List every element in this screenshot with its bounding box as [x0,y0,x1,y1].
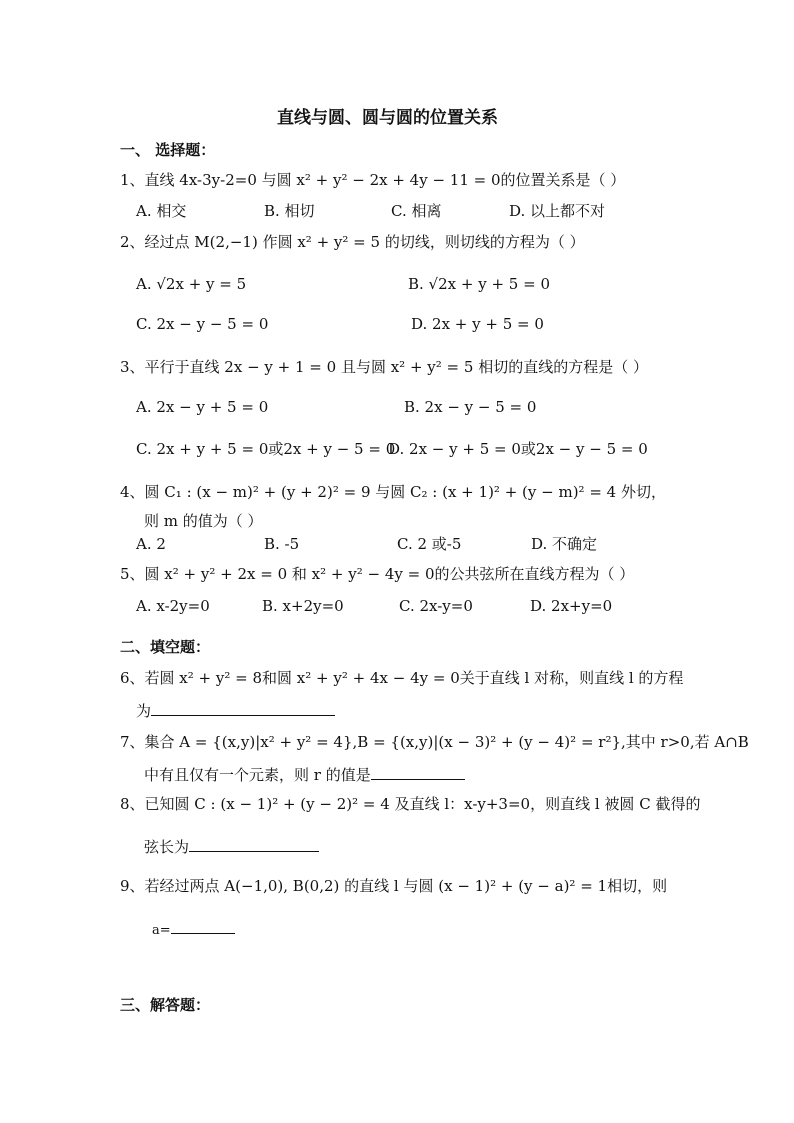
question-5-option-b: B. x+2y=0 [262,597,344,615]
question-4-option-a: A. 2 [136,535,166,553]
question-3-option-b: B. 2x − y − 5 = 0 [404,398,537,416]
page-title: 直线与圆、圆与圆的位置关系 [277,108,498,128]
question-8-stem-line2: 弦长为 [144,838,190,856]
section-heading-fill: 二、填空题： [120,638,211,656]
question-4-option-c: C. 2 或-5 [397,535,462,553]
question-6-answer-line [136,700,335,721]
question-1-option-d: D. 以上都不对 [509,202,606,220]
question-5-stem: 5、圆 x² + y² + 2x = 0 和 x² + y² − 4y = 0的公共弦所在直线方程为（ ） [120,565,635,583]
question-2-option-c: C. 2x − y − 5 = 0 [136,315,269,333]
question-6-answer-blank[interactable] [151,700,335,716]
question-1-stem: 1、直线 4x-3y-2=0 与圆 x² + y² − 2x + 4y − 11 = 0的位置关系是（ ） [120,171,626,189]
question-3-option-c: C. 2x + y + 5 = 0或2x + y − 5 = 0 [136,440,396,458]
question-3-stem: 3、平行于直线 2x − y + 1 = 0 且与圆 x² + y² = 5 相切的直线的方程是（ ） [120,358,648,376]
section-heading-choice: 一、 选择题： [120,141,216,159]
question-9-stem-line2: a= [152,923,171,938]
question-2-option-d: D. 2x + y + 5 = 0 [411,315,544,333]
question-7-answer-line [144,764,465,785]
question-3-option-d: D. 2x − y + 5 = 0或2x − y − 5 = 0 [388,440,648,458]
question-4-stem: 4、圆 C₁ : (x − m)² + (y + 2)² = 9 与圆 C₂ : (x + 1)² + (y − m)² = 4 外切， [120,483,666,501]
question-6-stem-line2: 为 [136,702,152,720]
question-4-stem-line2: 则 m 的值为（ ） [144,512,263,530]
question-5-option-a: A. x-2y=0 [136,597,210,615]
question-7-stem: 7、集合 A = {(x,y)|x² + y² = 4},B = {(x,y)|(x − 3)² + (y − 4)² = r²},其中 r>0,若 A∩B [120,733,749,751]
question-8-answer-line [144,836,319,857]
question-7-stem-line2: 中有且仅有一个元素，则 r 的值是 [144,766,371,784]
question-2-stem: 2、经过点 M(2,−1) 作圆 x² + y² = 5 的切线，则切线的方程为（ ） [120,233,585,251]
question-1-option-a: A. 相交 [136,202,187,220]
question-5-option-d: D. 2x+y=0 [530,597,613,615]
question-4-option-b: B. -5 [264,535,300,553]
question-7-answer-blank[interactable] [371,764,465,780]
question-2-option-a: A. √2x + y = 5 [136,275,247,293]
question-9-stem: 9、若经过两点 A(−1,0), B(0,2) 的直线 l 与圆 (x − 1)² + (y − a)² = 1相切，则 [120,877,668,895]
question-6-stem: 6、若圆 x² + y² = 8和圆 x² + y² + 4x − 4y = 0关于直线 l 对称，则直线 l 的方程 [120,669,684,687]
question-8-stem: 8、已知圆 C : (x − 1)² + (y − 2)² = 4 及直线 l：x-y+3=0，则直线 l 被圆 C 截得的 [120,795,701,813]
question-8-answer-blank[interactable] [189,836,319,852]
question-1-option-b: B. 相切 [264,202,315,220]
question-2-option-b: B. √2x + y + 5 = 0 [408,275,550,293]
question-3-option-a: A. 2x − y + 5 = 0 [136,398,269,416]
question-9-answer-line [152,918,235,941]
section-heading-solve: 三、解答题： [120,996,211,1014]
question-9-answer-blank[interactable] [171,918,235,934]
question-4-option-d: D. 不确定 [531,535,598,553]
question-1-option-c: C. 相离 [391,202,442,220]
question-5-option-c: C. 2x-y=0 [399,597,473,615]
